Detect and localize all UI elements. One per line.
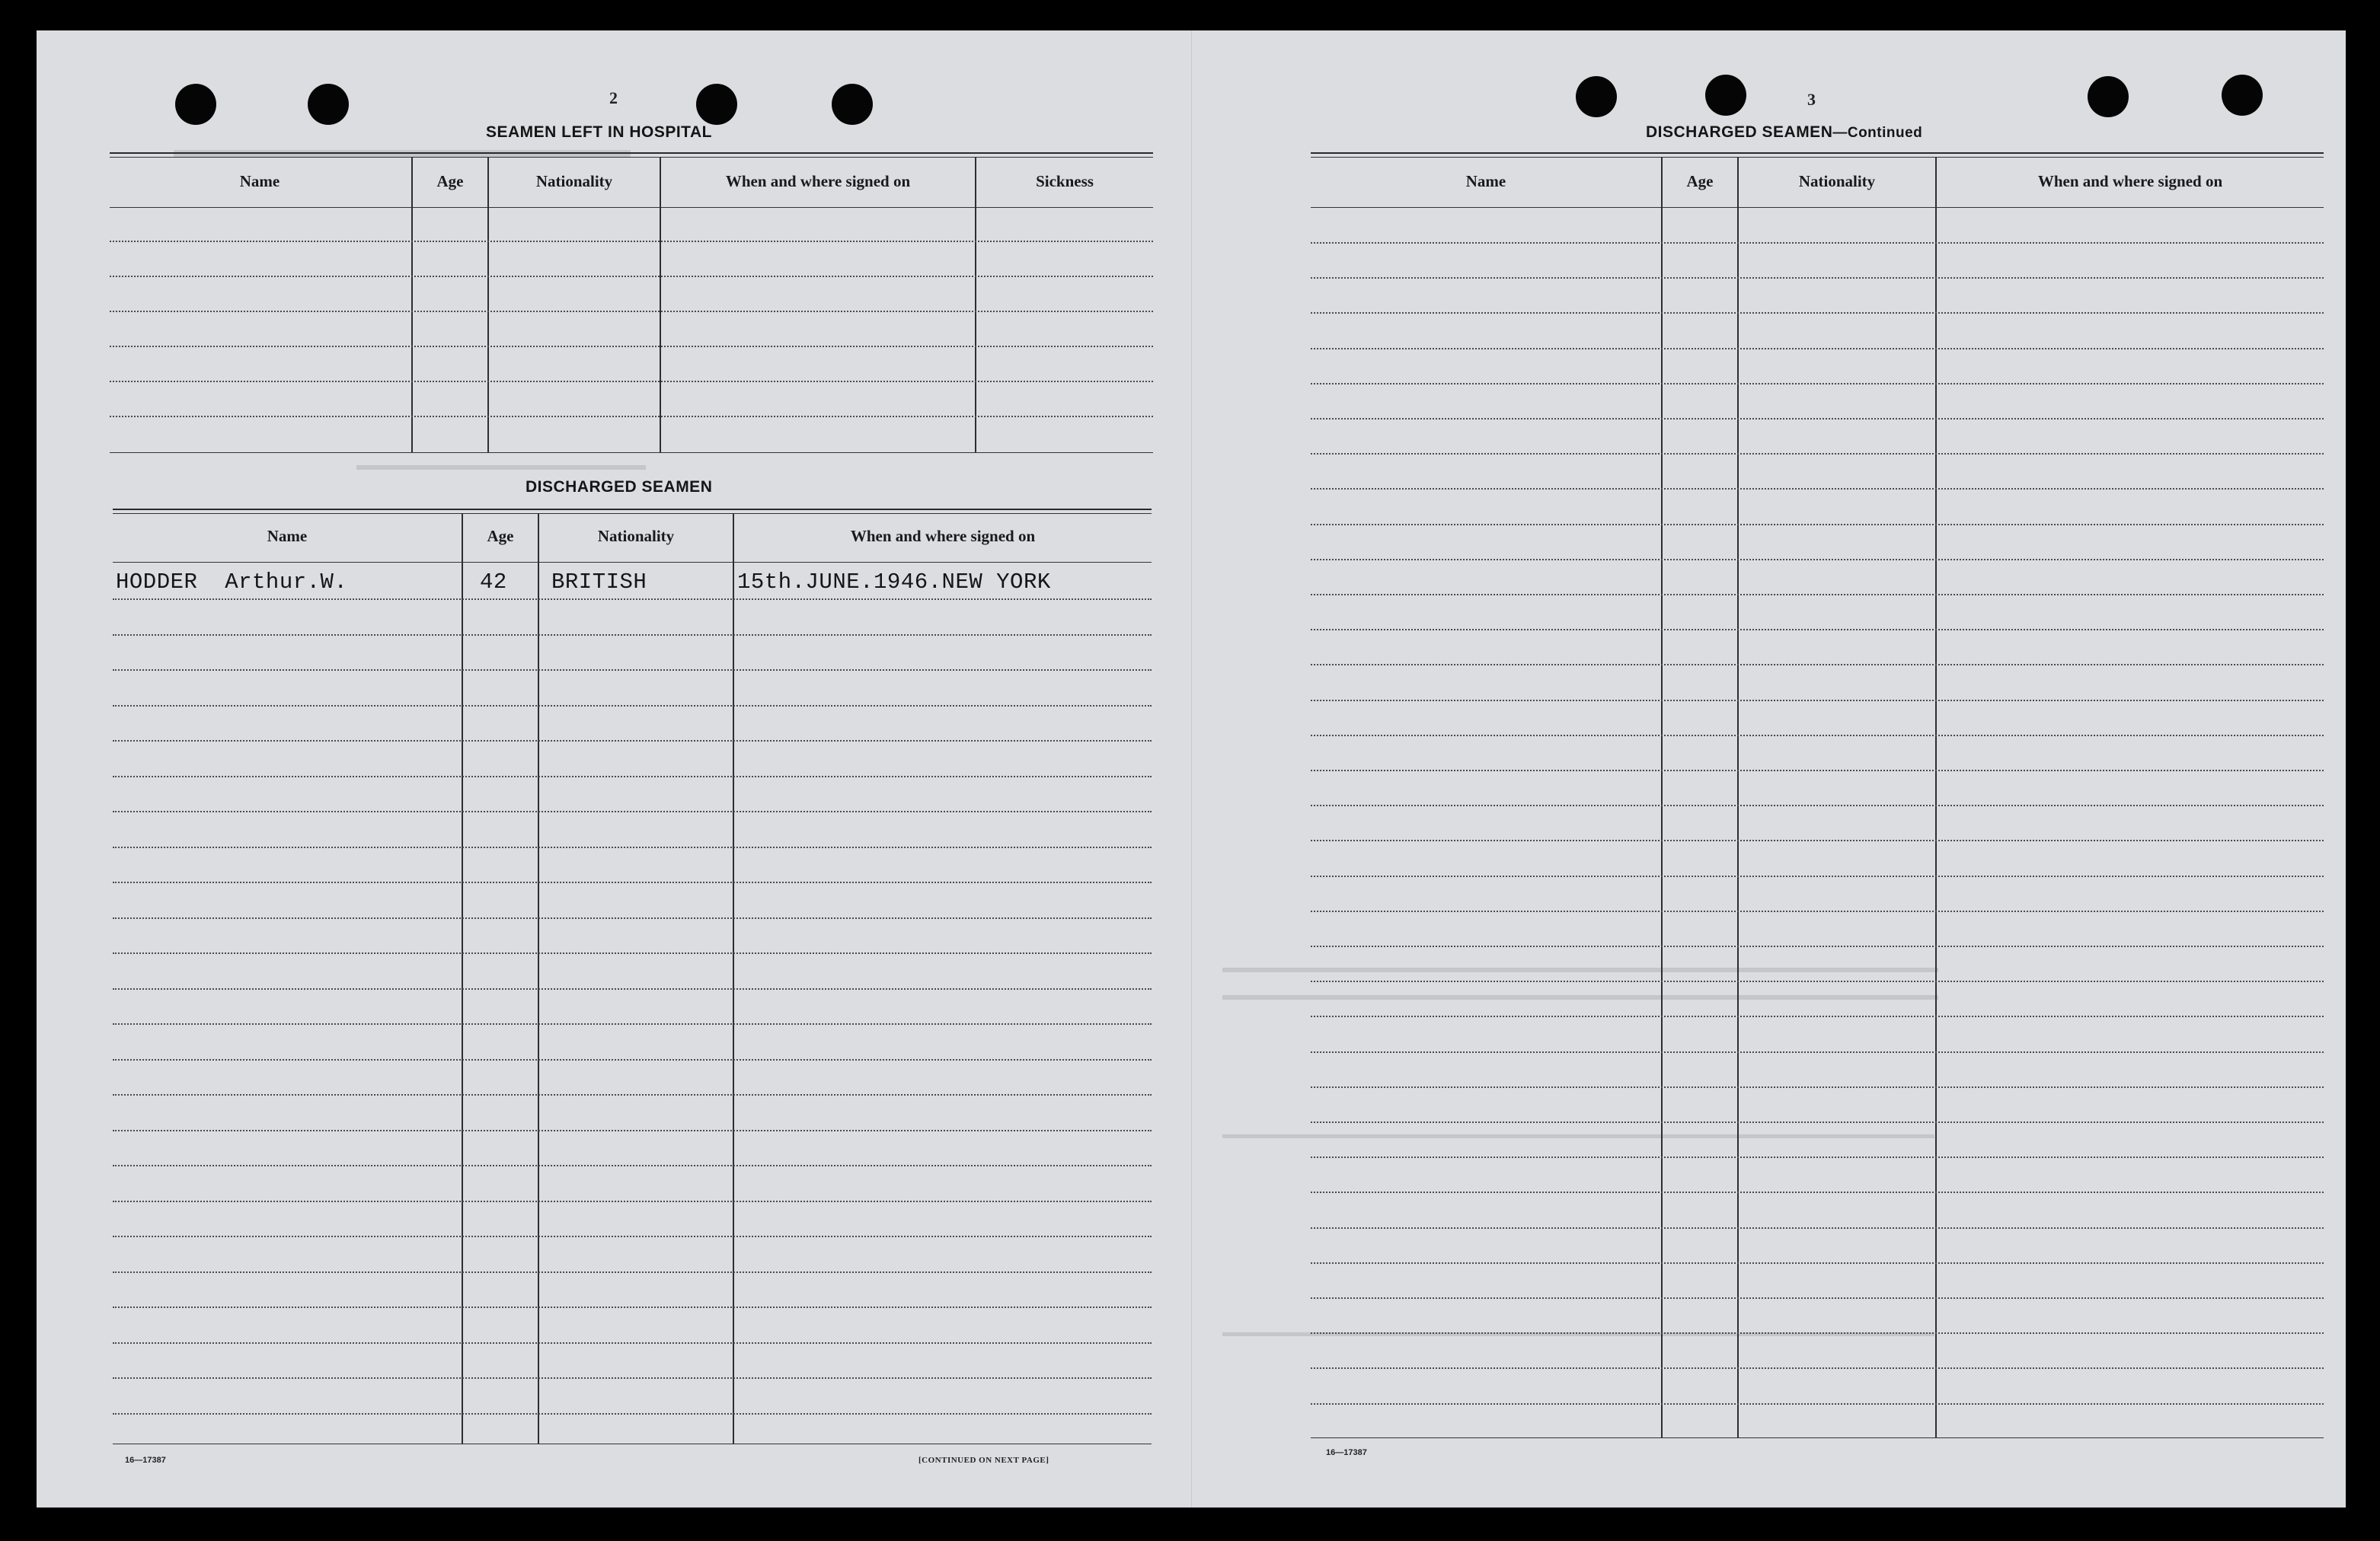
column-header-name: Name <box>239 172 280 190</box>
column-header-nationality: Nationality <box>535 172 613 190</box>
table-rule <box>110 157 1153 158</box>
title-main: DISCHARGED SEAMEN <box>1646 123 1833 141</box>
title-suffix: —Continued <box>1832 125 1923 141</box>
ruled-line <box>113 1201 1152 1202</box>
header-rule <box>113 562 1152 563</box>
seaman-age: 42 <box>480 570 507 595</box>
column-header-signed-on: When and where signed on <box>725 172 911 190</box>
ruled-line <box>1311 1086 2324 1088</box>
ruled-line <box>110 311 1153 312</box>
ruled-line <box>1311 312 2324 314</box>
punch-hole <box>696 84 737 125</box>
table-rule <box>110 152 1153 154</box>
table-bottom-rule <box>1311 1437 2324 1438</box>
page-number: 3 <box>1807 90 1816 109</box>
header-rule <box>1311 207 2324 208</box>
punch-hole <box>2088 76 2129 117</box>
ruled-line <box>113 1306 1152 1308</box>
ruled-line <box>1311 453 2324 455</box>
table-rule <box>113 513 1152 514</box>
ruled-line <box>1311 1227 2324 1229</box>
ruled-line <box>110 346 1153 347</box>
ruled-line <box>113 988 1152 990</box>
ruled-line <box>113 1165 1152 1166</box>
document-sheet <box>37 30 2346 1508</box>
column-divider <box>975 157 976 452</box>
ruled-line <box>113 1094 1152 1096</box>
ruled-line <box>113 740 1152 742</box>
ruled-line <box>1311 524 2324 525</box>
ruled-line <box>113 847 1152 848</box>
ruled-line <box>1311 1121 2324 1123</box>
ruled-line <box>1311 700 2324 701</box>
ruled-line <box>113 1130 1152 1131</box>
form-number: 16—17387 <box>125 1456 166 1465</box>
ruled-line <box>113 882 1152 883</box>
ruled-line <box>1311 629 2324 630</box>
column-divider <box>538 513 539 1444</box>
ruled-line <box>113 917 1152 919</box>
ruled-line <box>1311 383 2324 384</box>
ruled-line <box>113 1023 1152 1025</box>
column-divider <box>411 157 413 452</box>
form-number: 16—17387 <box>1326 1448 1367 1457</box>
ruled-line <box>1311 911 2324 912</box>
seaman-name: HODDER Arthur.W. <box>116 570 348 595</box>
ruled-line <box>1311 488 2324 490</box>
ruled-line <box>1311 1016 2324 1017</box>
ruled-line <box>110 276 1153 277</box>
ruled-line <box>1311 664 2324 665</box>
bleed-through-text: ▬▬▬▬▬▬▬▬▬▬▬▬▬▬▬▬▬▬▬ <box>356 457 646 474</box>
ruled-line <box>113 1342 1152 1344</box>
left-page <box>37 30 1191 1508</box>
ruled-line <box>1311 876 2324 877</box>
ruled-line <box>1311 1157 2324 1158</box>
ruled-line <box>1311 1332 2324 1334</box>
column-divider <box>733 513 734 1444</box>
continued-note: [CONTINUED ON NEXT PAGE] <box>918 1456 1049 1465</box>
ruled-line <box>1311 559 2324 560</box>
hospital-section-title: SEAMEN LEFT IN HOSPITAL <box>486 123 712 141</box>
discharged-section-title: DISCHARGED SEAMEN <box>526 478 713 496</box>
right-page <box>1191 30 2346 1508</box>
column-header-name: Name <box>267 527 308 545</box>
ruled-line <box>113 1271 1152 1273</box>
punch-hole <box>308 84 349 125</box>
column-header-age: Age <box>1686 172 1714 190</box>
table-rule <box>113 509 1152 510</box>
header-rule <box>110 207 1153 208</box>
ruled-line <box>1311 1367 2324 1369</box>
ruled-line <box>1311 1297 2324 1299</box>
ruled-line <box>1311 594 2324 595</box>
ruled-line <box>113 952 1152 954</box>
ruled-line <box>1311 348 2324 349</box>
table-bottom-rule <box>110 452 1153 453</box>
ruled-line <box>110 241 1153 242</box>
ruled-line <box>1311 805 2324 806</box>
punch-hole <box>2222 75 2263 116</box>
ruled-line <box>1311 770 2324 771</box>
column-header-age: Age <box>436 172 464 190</box>
table-rule <box>1311 152 2324 154</box>
ruled-line <box>1311 277 2324 279</box>
column-header-name: Name <box>1465 172 1506 190</box>
ruled-line <box>113 1413 1152 1415</box>
ruled-line <box>1311 1051 2324 1053</box>
ruled-line <box>113 669 1152 671</box>
seaman-signed-on: 15th.JUNE.1946.NEW YORK <box>737 570 1051 595</box>
bleed-through-text: ▬▬▬▬▬▬▬▬▬▬▬▬▬▬▬▬▬▬▬▬▬▬▬▬▬▬▬▬▬▬▬▬▬▬▬▬▬▬▬▬▬▬▬▬▬▬▬ <box>1222 987 1938 1003</box>
ruled-line <box>113 776 1152 777</box>
column-header-nationality: Nationality <box>597 527 675 545</box>
column-header-sickness: Sickness <box>1036 172 1094 190</box>
ruled-line <box>113 705 1152 707</box>
ruled-line <box>110 416 1153 417</box>
column-divider <box>487 157 489 452</box>
ruled-line <box>110 381 1153 382</box>
punch-hole <box>1705 75 1746 116</box>
ruled-line <box>113 634 1152 636</box>
punch-hole <box>832 84 873 125</box>
ruled-line <box>1311 946 2324 947</box>
column-header-signed-on: When and where signed on <box>850 527 1036 545</box>
ruled-line <box>1311 242 2324 244</box>
table-rule <box>1311 157 2324 158</box>
column-header-nationality: Nationality <box>1798 172 1876 190</box>
seaman-nationality: BRITISH <box>551 570 647 595</box>
column-divider <box>660 157 661 452</box>
ruled-line <box>1311 1262 2324 1264</box>
bleed-through-text: ▬▬▬▬▬▬▬▬▬▬▬▬▬▬▬▬▬▬▬▬▬▬▬▬▬▬▬▬▬▬▬▬▬▬▬▬▬▬▬▬▬▬▬▬▬▬▬▬▬▬▬▬▬▬▬ <box>1222 1325 1934 1339</box>
punch-hole <box>1576 76 1617 117</box>
page-number: 2 <box>609 88 618 107</box>
ruled-line <box>1311 418 2324 420</box>
ruled-line <box>113 1059 1152 1061</box>
punch-hole <box>175 84 216 125</box>
bleed-through-text: ▬▬▬▬▬▬▬▬▬▬▬▬▬▬▬▬▬▬▬▬▬▬▬▬▬▬▬▬▬▬▬▬▬▬▬▬▬▬▬▬▬▬▬▬▬▬▬ <box>1222 959 1938 976</box>
column-header-signed-on: When and where signed on <box>2037 172 2223 190</box>
ruled-line <box>113 1236 1152 1237</box>
column-divider <box>462 513 463 1444</box>
ruled-line <box>1311 1403 2324 1405</box>
ruled-line <box>113 1377 1152 1379</box>
column-header-age: Age <box>487 527 514 545</box>
ruled-line <box>1311 981 2324 982</box>
discharged-continued-title <box>1646 123 1922 142</box>
ruled-line <box>1311 1192 2324 1193</box>
ruled-line <box>1311 840 2324 841</box>
ruled-line <box>1311 735 2324 736</box>
ruled-line <box>113 811 1152 812</box>
bleed-through-text: ▬▬▬▬▬▬▬▬▬▬▬▬▬▬▬▬▬▬▬▬▬▬▬▬▬▬▬▬▬▬▬▬▬▬▬▬▬▬▬▬▬▬▬▬▬▬▬▬▬▬▬▬▬▬▬ <box>1222 1127 1934 1141</box>
bleed-through-text: ▬▬▬▬▬▬▬▬▬▬▬▬▬▬▬▬▬▬▬▬ <box>174 137 631 162</box>
ruled-line <box>113 598 1152 600</box>
